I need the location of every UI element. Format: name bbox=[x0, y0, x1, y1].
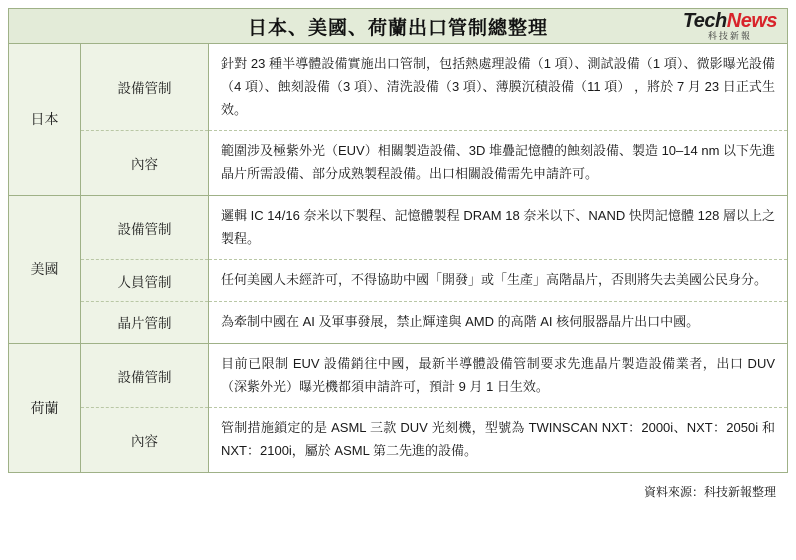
category-cell: 內容 bbox=[81, 408, 209, 473]
table-row bbox=[9, 302, 788, 344]
content-cell: 針對 23 種半導體設備實施出口管制，包括熱處理設備（1 項）、測試設備（1 項）、微影曝光設備（4 項）、蝕刻設備（3 項）、清洗設備（3 項）、薄膜沉積設備（11 項） ，將於 7 月 23 日正式生效。 bbox=[209, 44, 788, 131]
category-cell: 設備管制 bbox=[81, 343, 209, 408]
content-cell: 目前已限制 EUV 設備銷往中國，最新半導體設備管制要求先進晶片製造設備業者，出口 DUV（深紫外光）曝光機都須申請許可，預計 9 月 1 日生效。 bbox=[209, 343, 788, 408]
logo-tech-text: Tech bbox=[682, 10, 727, 32]
country-cell-japan: 日本 bbox=[9, 44, 81, 195]
content-cell: 範圍涉及極紫外光（EUV）相關製造設備、3D 堆疊記憶體的蝕刻設備、製造 10–14 nm 以下先進晶片所需設備、部分成熟製程設備。出口相關設備需先申請許可。 bbox=[209, 131, 788, 196]
country-cell-usa: 美國 bbox=[9, 195, 81, 343]
country-cell-netherlands: 荷蘭 bbox=[9, 343, 81, 472]
category-cell: 內容 bbox=[81, 131, 209, 196]
table-header-banner bbox=[8, 8, 788, 44]
content-cell: 為牽制中國在 AI 及軍事發展，禁止輝達與 AMD 的高階 AI 核伺服器晶片出口中國。 bbox=[209, 302, 788, 344]
category-cell: 人員管制 bbox=[81, 260, 209, 302]
table-row bbox=[9, 131, 788, 196]
content-cell: 邏輯 IC 14/16 奈米以下製程、記憶體製程 DRAM 18 奈米以下、NAND 快閃記憶體 128 層以上之製程。 bbox=[209, 195, 788, 260]
category-cell: 晶片管制 bbox=[81, 302, 209, 344]
category-cell: 設備管制 bbox=[81, 44, 209, 131]
table-row bbox=[9, 408, 788, 473]
category-cell: 設備管制 bbox=[81, 195, 209, 260]
content-cell: 管制措施鎖定的是 ASML 三款 DUV 光刻機，型號為 TWINSCAN NXT：2000i、NXT：2050i 和 NXT：2100i，屬於 ASML 第二先進的設備。 bbox=[209, 408, 788, 473]
logo-wordmark bbox=[683, 11, 777, 31]
export-control-table bbox=[8, 44, 788, 473]
page-title: 日本、美國、荷蘭出口管制總整理 bbox=[247, 17, 548, 39]
table-row bbox=[9, 343, 788, 408]
logo-news-text: News bbox=[726, 10, 777, 32]
table-row bbox=[9, 44, 788, 131]
technews-logo bbox=[683, 11, 777, 41]
logo-subtitle: 科技新報 bbox=[707, 31, 752, 41]
content-cell: 任何美國人未經許可，不得協助中國「開發」或「生產」高階晶片，否則將失去美國公民身分。 bbox=[209, 260, 788, 302]
source-note: 資料來源：科技新報整理 bbox=[643, 484, 776, 499]
table-row bbox=[9, 195, 788, 260]
table-row bbox=[9, 260, 788, 302]
